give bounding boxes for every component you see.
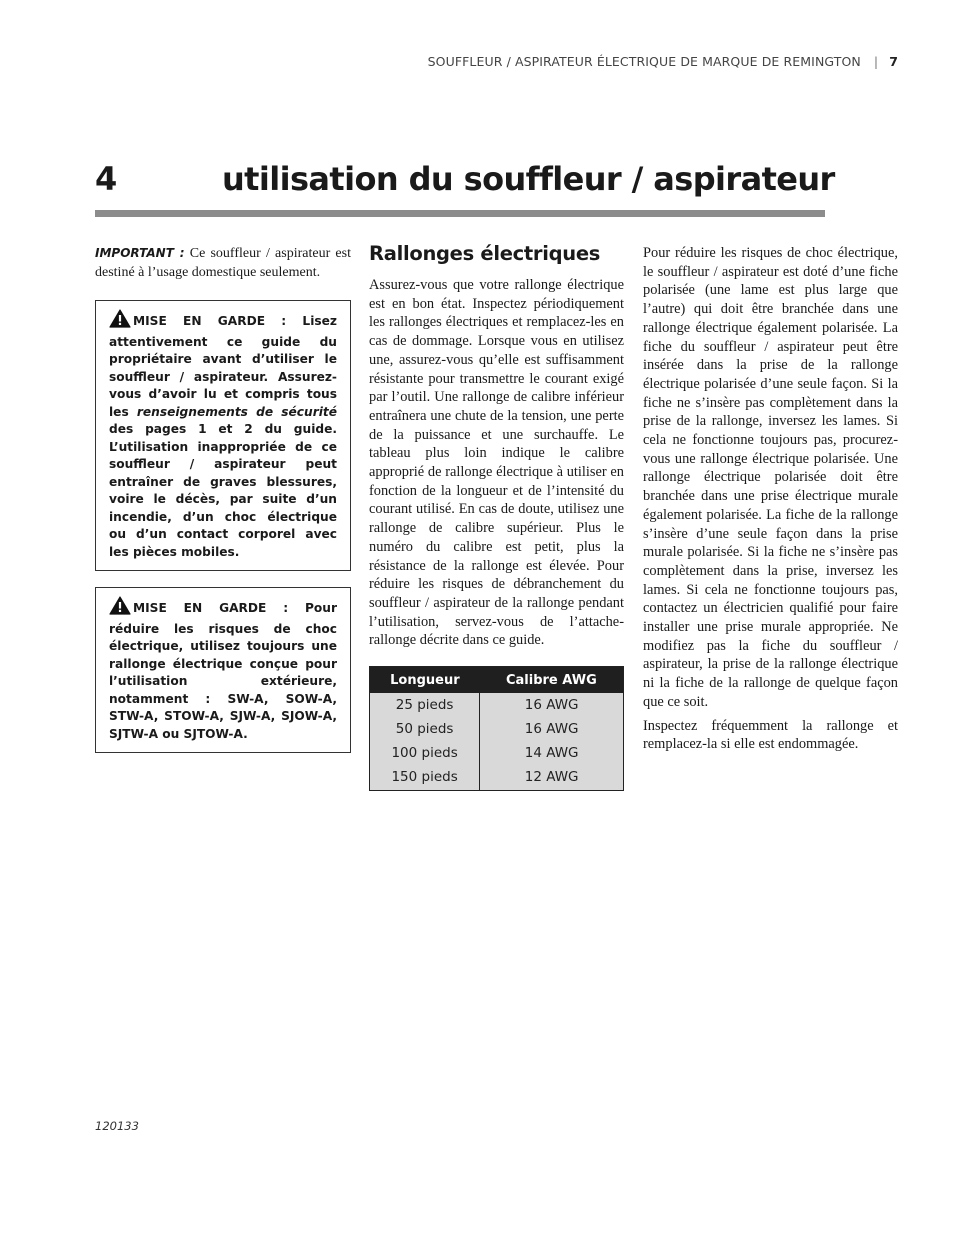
warning-box-outdoor-cord bbox=[95, 587, 351, 753]
middle-column bbox=[369, 242, 624, 791]
chapter-title: utilisation du souffleur / aspirateur bbox=[222, 160, 835, 198]
warning-2-text: MISE EN GARDE : Pour réduire les risques de choc électrique, utilisez toujours une rallonge électrique conçue pour l’utilisation extérieure, notamment : SW-A, SOW-A, STW-A, STOW-A, SJW-A, SJOW-A, SJTW-A ou SJTOW-A. bbox=[109, 601, 337, 741]
right-column bbox=[643, 244, 898, 754]
table-header-row bbox=[370, 667, 624, 694]
warning-1-emphasis: renseignements de sécurité bbox=[136, 404, 337, 419]
running-title: SOUFFLEUR / ASPIRATEUR ÉLECTRIQUE DE MARQUE DE REMINGTON bbox=[427, 54, 861, 69]
table-cell-gauge: 12 AWG bbox=[480, 765, 624, 791]
header-separator: | bbox=[873, 54, 879, 69]
table-cell-gauge: 16 AWG bbox=[480, 693, 624, 717]
table-cell-gauge: 16 AWG bbox=[480, 717, 624, 741]
table-cell-gauge: 14 AWG bbox=[480, 741, 624, 765]
warning-1-text-a: MISE EN GARDE : Lisez attentivement ce guide du propriétaire avant d’utiliser le souffleur / aspirateur. Assurez-vous d’avoir lu et compris tous les bbox=[109, 314, 337, 419]
table-header-length: Longueur bbox=[370, 667, 480, 694]
warning-triangle-icon bbox=[109, 309, 131, 334]
important-label: IMPORTANT : bbox=[95, 246, 185, 260]
table-cell-length: 150 pieds bbox=[370, 765, 480, 791]
extension-cord-paragraph: Assurez-vous que votre rallonge électrique est en bon état. Inspectez périodiquement les rallonges électriques et remplacez-les en cas de dommage. Lorsque vous en utilisez une, assurez-vous qu’elle est suffisamment résistante pour transmettre le courant exigé par l’outil. Une rallonge de calibre inférieur entraînera une chute de la tension, une perte de la puissance et une surchauffe. Le tableau plus loin indique le calibre approprié de rallonge électrique à utiliser en fonction de la longueur et de l’intensité du courant utilisé. En cas de doute, utilisez une rallonge de calibre supérieur. Plus le numéro du calibre est petit, plus la résistance de la rallonge est élevée. Pour réduire les risques de débranchement du souffleur / aspirateur de la rallonge pendant l’utilisation, servez-vous de l’attache-rallonge décrite dans ce guide. bbox=[369, 277, 624, 649]
table-cell-length: 100 pieds bbox=[370, 741, 480, 765]
table-cell-length: 50 pieds bbox=[370, 717, 480, 741]
cord-gauge-table bbox=[369, 666, 624, 791]
warning-1-text-b: des pages 1 et 2 du guide. L’utilisation inappropriée de ce souffleur / aspirateur peut entraîner de graves blessures, voire le décès, par suite d’un incendie, d’un choc électrique ou d’un contact corporel avec les pièces mobiles. bbox=[109, 422, 337, 559]
table-cell-length: 25 pieds bbox=[370, 693, 480, 717]
warning-triangle-icon bbox=[109, 596, 131, 621]
warning-box-read-manual bbox=[95, 300, 351, 571]
chapter-number: 4 bbox=[95, 160, 118, 198]
inspect-cord-paragraph: Inspectez fréquemment la rallonge et remplacez-la si elle est endommagée. bbox=[643, 717, 898, 753]
chapter-divider bbox=[95, 210, 825, 217]
left-column bbox=[95, 244, 351, 753]
important-note bbox=[95, 244, 351, 282]
table-row bbox=[370, 717, 624, 741]
document-code: 120133 bbox=[95, 1119, 139, 1133]
section-heading: Rallonges électriques bbox=[369, 242, 601, 265]
table-row bbox=[370, 741, 624, 765]
polarized-plug-paragraph: Pour réduire les risques de choc électrique, le souffleur / aspirateur est doté d’une fiche polarisée (une lame est plus large que l’autre) qui doit être branchée dans une rallonge électrique également polarisée. La fiche du souffleur / aspirateur peut être insérée dans la prise de la rallonge électrique polarisée d’une seule façon. Si la fiche ne s’insère pas complètement dans la prise de la rallonge, inversez les lames. Si cela ne fonctionne toujours pas, procurez-vous une rallonge électrique polarisée. Une rallonge électrique polarisée doit être branchée dans une prise électrique murale également polarisée. La fiche de la rallonge s’insère d’une seule façon dans la prise murale polarisée. Si la fiche ne s’insère pas complètement dans la prise, inversez les lames. Si cela ne fonctionne toujours pas, contactez un électricien qualifié pour faire installer une prise murale appropriée. Ne modifiez pas la fiche du souffleur / aspirateur, la prise de la rallonge électrique ni la fiche de la rallonge de quelque façon que ce soit. bbox=[643, 245, 898, 710]
table-row bbox=[370, 693, 624, 717]
page-number: 7 bbox=[889, 54, 898, 69]
running-header bbox=[428, 54, 898, 69]
table-row bbox=[370, 765, 624, 791]
important-text: Ce souffleur / aspirateur est destiné à l’usage domestique seulement. bbox=[95, 246, 351, 280]
table-header-gauge: Calibre AWG bbox=[480, 667, 624, 694]
